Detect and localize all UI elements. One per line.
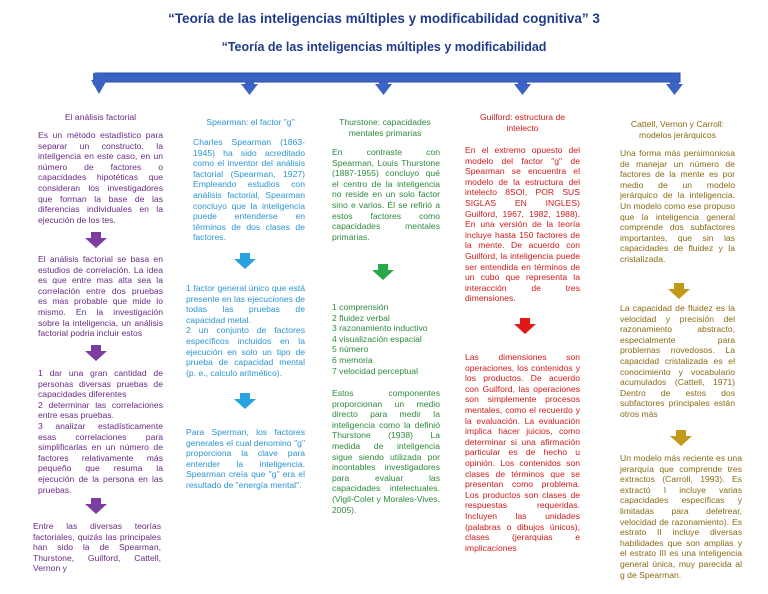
down-arrow-icon: [372, 264, 394, 280]
main-title: “Teoría de las inteligencias múltiples y modificabilidad cognitiva” 3: [168, 11, 600, 26]
heading-cattell-vernon-carroll: Cattell, Vernon y Carroll: modelos jerárquicos: [630, 119, 725, 140]
heading-analisis-factorial: El análisis factorial: [64, 112, 137, 122]
text-block: Para Sperman, los factores generales el cual denomino "g" proporciona la clave para entender la inteligencia. Spearman creía que "g" era el resultado de "energía mental".: [186, 427, 305, 490]
text-block: Es un método estadístico para separar un constructo, la inteligencia en este caso, en un número de factores o capacidades hipotéticas que consideran los investigadores que forman la base de las diferencias individuales en la ejecución de los tes.: [38, 130, 163, 225]
down-arrow-icon: [85, 498, 107, 514]
down-arrow-icon: [234, 393, 256, 409]
text-block: Charles Spearman (1863-1945) ha sido acreditado como el inventor del análisis factorial (Spearman, 1927) Empleando estudios con análisis factorial, Spearman concluyo que la inteligencia puede entenderse en términos de dos clases de factores.: [193, 137, 305, 243]
down-arrow-icon: [234, 253, 256, 269]
text-block: Una forma más persimoniosa de manejar un número de factores de la mente es por medio de un modelo jerárquico de la inteligencia. Un modelo como ese propuso que la inteligencia general comprende dos subfactores importantes, que sin las capacidades de fluidez y la cristalizada.: [620, 148, 735, 264]
down-arrow-icon: [670, 430, 692, 446]
down-arrow-icon: [85, 345, 107, 361]
down-arrow-icon: [375, 84, 392, 95]
down-arrow-icon: [85, 232, 107, 248]
text-block: Un modelo más reciente es una jerarquía que comprende tres extractos (Carroll, 1993). Es extractó I incluye varias capacidades específicas y limitadas para deletrear, velocidad de razonamiento). Es estrato II incluye diversas habilidades que son amplias y el estrato III es una inteligencia general única, muy parecida al g de Spearman.: [620, 453, 742, 580]
down-arrow-icon: [91, 80, 107, 94]
text-block: 1 factor general único que está presente en las ejecuciones de todas las pruebas de capacidad metal. 2 un conjunto de factores específicos incluidos en la ejecución en solo un tipo de prueba de capacidad mental (p. e., calculo aritmético).: [186, 283, 305, 378]
text-block: En contraste con Spearman, Louis Thurstone (1887-1955) concluyo qué el centro de la inteligencia no reside en un solo factor sino e varios. Él se refirió a estos factores como capacidades mentales primarias.: [332, 147, 440, 242]
subtitle: “Teoría de las inteligencias múltiples y modificabilidad: [221, 40, 547, 54]
connector-bar: [95, 73, 680, 82]
text-block: Estos componentes proporcionan un medio directo para medir la inteligencia como la definió Thurstone (1938) La medida de inteligencia sigue siendo utilizada por incontables investigadores para evaluar las capacidades intelectuales. (Vigil-Colet y Morales-Vives, 2005).: [332, 388, 440, 515]
heading-spearman: Spearman: el factor "g": [206, 117, 295, 127]
heading-thurstone: Thurstone: capacidades mentales primarias: [339, 117, 431, 138]
text-block: Entre las diversas teorías factoriales, quizás las principales han sido la de Spearman, Thurstone, Guilford, Cattell, Vernon y: [33, 521, 161, 574]
connector-diagram: [0, 0, 768, 100]
text-block: En el extremo opuesto del modelo del factor "g" de Spearman se encuentra el modelo de la estructura del intelecto 8SOI, POR SUS SIGLAS EN INGLES) Guilford, 1967, 1982, 1988). En una versión de la teoría incluye hasta 150 factores de la mente. De acuerdo con Guilford, la inteligencia puede ser entendida en términos de un cubo que representa la interacción de tres dimensiones.: [465, 145, 580, 304]
text-block: 1 dar una gran cantidad de personas diversas pruebas de capacidades diferentes 2 determinar las correlaciones entre esas pruebas. 3 analizar estadísticamente esas correlaciones para simplificarlas en un número de factores relativamente más pequeño que resuma la ejecución de la persona en las pruebas.: [38, 368, 163, 495]
heading-guilford: Guilford: estructura de intelecto: [479, 112, 566, 133]
text-block: Las dimensiones son operaciones, los contenidos y los productos. De acuerdo con Guilford, las operaciones son simplemente procesos mentales, como el recuerdo y la evaluación. La evaluación implica hacer juicios, como determinar si una afirmación particular es de hecho u opinión. Los contenidos son clases de términos que se presentan como problema. Los productos son clases de respuestas requeridas. Incluyen las unidades (palabras o dibujos únicos), clases (jerarquias e implicaciones: [465, 352, 580, 553]
down-arrow-icon: [514, 84, 531, 95]
text-block: El análisis factorial se basa en estudios de correlación. La idea es que entre mas alta sea la correlación entre dos pruebas es mas probable que mide lo mismo. En la investigación sobre la inteligencia, un análisis factorial podria incluir estos: [38, 254, 163, 339]
text-block: 1 comprensión 2 fluidez verbal 3 razonamiento inductivo 4 visualización espacial 5 número 6 memoria 7 velocidad perceptual: [332, 302, 428, 376]
down-arrow-icon: [514, 318, 536, 334]
down-arrow-icon: [668, 283, 690, 299]
down-arrow-icon: [666, 84, 683, 95]
down-arrow-icon: [241, 84, 258, 95]
text-block: La capacidad de fluidez es la velocidad y precisión del razonamiento abstracto, especialmente para problemas novedosos. La capacidad cristalizada es el conocimiento y vocabulario acumulados (Cattell, 1971) Dentro de estos dos subfactores principales están otros más: [620, 303, 735, 419]
